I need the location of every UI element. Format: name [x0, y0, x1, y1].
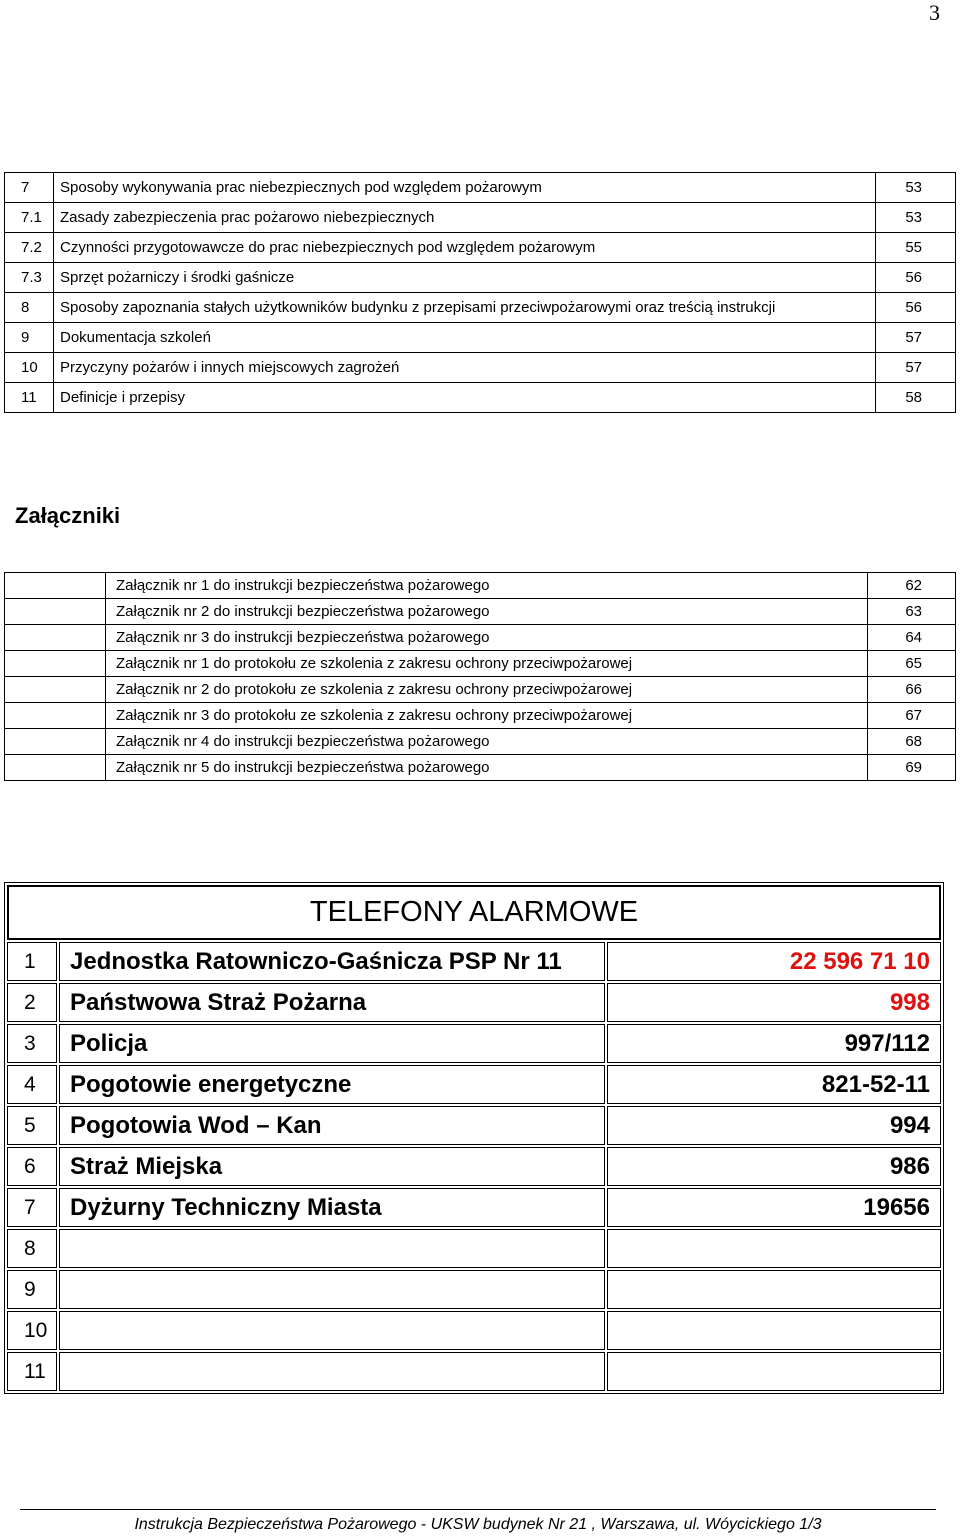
- toc-page: 56: [876, 293, 956, 323]
- toc-title: Dokumentacja szkoleń: [54, 323, 876, 353]
- toc-number: 7: [5, 173, 54, 203]
- phone-row: [7, 1229, 941, 1268]
- attachment-title: Załącznik nr 2 do instrukcji bezpieczeństwa pożarowego: [106, 599, 868, 625]
- toc-page: 58: [876, 383, 956, 413]
- attachment-blank-cell: [5, 729, 106, 755]
- phone-number-index: 10: [7, 1311, 57, 1350]
- phone-number-index: 9: [7, 1270, 57, 1309]
- toc-row: [5, 203, 956, 233]
- attachment-blank-cell: [5, 625, 106, 651]
- phone-row: [7, 983, 941, 1022]
- phone-service-name: Pogotowie energetyczne: [59, 1065, 605, 1104]
- attachment-page: 69: [868, 755, 956, 781]
- attachment-blank-cell: [5, 599, 106, 625]
- attachment-page: 68: [868, 729, 956, 755]
- attachments-table: [4, 572, 956, 781]
- toc-title: Przyczyny pożarów i innych miejscowych zagrożeń: [54, 353, 876, 383]
- attachment-row: [5, 573, 956, 599]
- toc-title: Sposoby wykonywania prac niebezpiecznych pod względem pożarowym: [54, 173, 876, 203]
- attachment-row: [5, 651, 956, 677]
- attachment-title: Załącznik nr 3 do protokołu ze szkolenia z zakresu ochrony przeciwpożarowej: [106, 703, 868, 729]
- attachment-row: [5, 703, 956, 729]
- attachment-row: [5, 755, 956, 781]
- toc-page: 57: [876, 323, 956, 353]
- attachments-heading: Załączniki: [15, 503, 121, 528]
- phone-number-index: 1: [7, 942, 57, 981]
- phone-number-index: 4: [7, 1065, 57, 1104]
- toc-title: Sprzęt pożarniczy i środki gaśnicze: [54, 263, 876, 293]
- toc-number: 7.3: [5, 263, 54, 293]
- phone-service-name: Pogotowia Wod – Kan: [59, 1106, 605, 1145]
- attachment-row: [5, 729, 956, 755]
- attachment-title: Załącznik nr 1 do instrukcji bezpieczeństwa pożarowego: [106, 573, 868, 599]
- phone-number: 994: [607, 1106, 941, 1145]
- toc-title: Sposoby zapoznania stałych użytkowników budynku z przepisami przeciwpożarowymi oraz treścią instrukcji: [54, 293, 876, 323]
- page-number: 3: [929, 0, 940, 25]
- attachment-blank-cell: [5, 573, 106, 599]
- phone-number: 821-52-11: [607, 1065, 941, 1104]
- phone-service-name: Państwowa Straż Pożarna: [59, 983, 605, 1022]
- toc-page: 53: [876, 203, 956, 233]
- phones-title-row: [7, 885, 941, 940]
- phone-service-name: [59, 1311, 605, 1350]
- toc-row: [5, 233, 956, 263]
- phone-row: [7, 1352, 941, 1391]
- toc-page: 57: [876, 353, 956, 383]
- phone-number-index: 7: [7, 1188, 57, 1227]
- toc-row: [5, 263, 956, 293]
- attachment-page: 62: [868, 573, 956, 599]
- toc-number: 8: [5, 293, 54, 323]
- phone-number: [607, 1270, 941, 1309]
- emergency-phones-table: [4, 882, 944, 1394]
- phone-number: [607, 1352, 941, 1391]
- attachment-page: 65: [868, 651, 956, 677]
- attachment-page: 67: [868, 703, 956, 729]
- phones-title: TELEFONY ALARMOWE: [7, 885, 941, 940]
- phone-number: 997/112: [607, 1024, 941, 1063]
- phone-row: [7, 1270, 941, 1309]
- attachment-title: Załącznik nr 5 do instrukcji bezpieczeństwa pożarowego: [106, 755, 868, 781]
- phone-number: [607, 1229, 941, 1268]
- toc-row: [5, 323, 956, 353]
- phone-number-index: 3: [7, 1024, 57, 1063]
- page-footer: Instrukcja Bezpieczeństwa Pożarowego - UKSW budynek Nr 21 , Warszawa, ul. Wóycickiego 1/3: [20, 1509, 936, 1534]
- phone-number-index: 8: [7, 1229, 57, 1268]
- phone-number: 998: [607, 983, 941, 1022]
- phone-service-name: Jednostka Ratowniczo-Gaśnicza PSP Nr 11: [59, 942, 605, 981]
- attachment-page: 64: [868, 625, 956, 651]
- attachment-title: Załącznik nr 2 do protokołu ze szkolenia z zakresu ochrony przeciwpożarowej: [106, 677, 868, 703]
- attachment-blank-cell: [5, 677, 106, 703]
- toc-page: 56: [876, 263, 956, 293]
- phone-number-index: 6: [7, 1147, 57, 1186]
- phone-service-name: [59, 1352, 605, 1391]
- phone-service-name: Policja: [59, 1024, 605, 1063]
- phone-number-index: 11: [7, 1352, 57, 1391]
- attachment-page: 66: [868, 677, 956, 703]
- attachment-page: 63: [868, 599, 956, 625]
- toc-number: 10: [5, 353, 54, 383]
- phone-row: [7, 942, 941, 981]
- attachment-blank-cell: [5, 755, 106, 781]
- phone-row: [7, 1024, 941, 1063]
- phone-number: [607, 1311, 941, 1350]
- phone-service-name: Straż Miejska: [59, 1147, 605, 1186]
- phone-number-index: 2: [7, 983, 57, 1022]
- attachment-blank-cell: [5, 651, 106, 677]
- attachment-row: [5, 677, 956, 703]
- toc-row: [5, 383, 956, 413]
- toc-row: [5, 353, 956, 383]
- toc-page: 53: [876, 173, 956, 203]
- phone-service-name: [59, 1229, 605, 1268]
- phone-row: [7, 1065, 941, 1104]
- phone-row: [7, 1147, 941, 1186]
- attachment-row: [5, 599, 956, 625]
- table-of-contents: [4, 172, 956, 413]
- toc-number: 7.2: [5, 233, 54, 263]
- phone-service-name: Dyżurny Techniczny Miasta: [59, 1188, 605, 1227]
- toc-page: 55: [876, 233, 956, 263]
- toc-title: Definicje i przepisy: [54, 383, 876, 413]
- phone-number: 19656: [607, 1188, 941, 1227]
- attachment-title: Załącznik nr 4 do instrukcji bezpieczeństwa pożarowego: [106, 729, 868, 755]
- phone-row: [7, 1188, 941, 1227]
- toc-row: [5, 293, 956, 323]
- attachment-title: Załącznik nr 1 do protokołu ze szkolenia z zakresu ochrony przeciwpożarowej: [106, 651, 868, 677]
- attachment-row: [5, 625, 956, 651]
- phone-number: 986: [607, 1147, 941, 1186]
- attachment-blank-cell: [5, 703, 106, 729]
- phone-number-index: 5: [7, 1106, 57, 1145]
- attachment-title: Załącznik nr 3 do instrukcji bezpieczeństwa pożarowego: [106, 625, 868, 651]
- toc-title: Zasady zabezpieczenia prac pożarowo niebezpiecznych: [54, 203, 876, 233]
- toc-row: [5, 173, 956, 203]
- toc-number: 7.1: [5, 203, 54, 233]
- phone-number: 22 596 71 10: [607, 942, 941, 981]
- toc-title: Czynności przygotowawcze do prac niebezpiecznych pod względem pożarowym: [54, 233, 876, 263]
- phone-service-name: [59, 1270, 605, 1309]
- phone-row: [7, 1311, 941, 1350]
- phone-row: [7, 1106, 941, 1145]
- toc-number: 9: [5, 323, 54, 353]
- toc-number: 11: [5, 383, 54, 413]
